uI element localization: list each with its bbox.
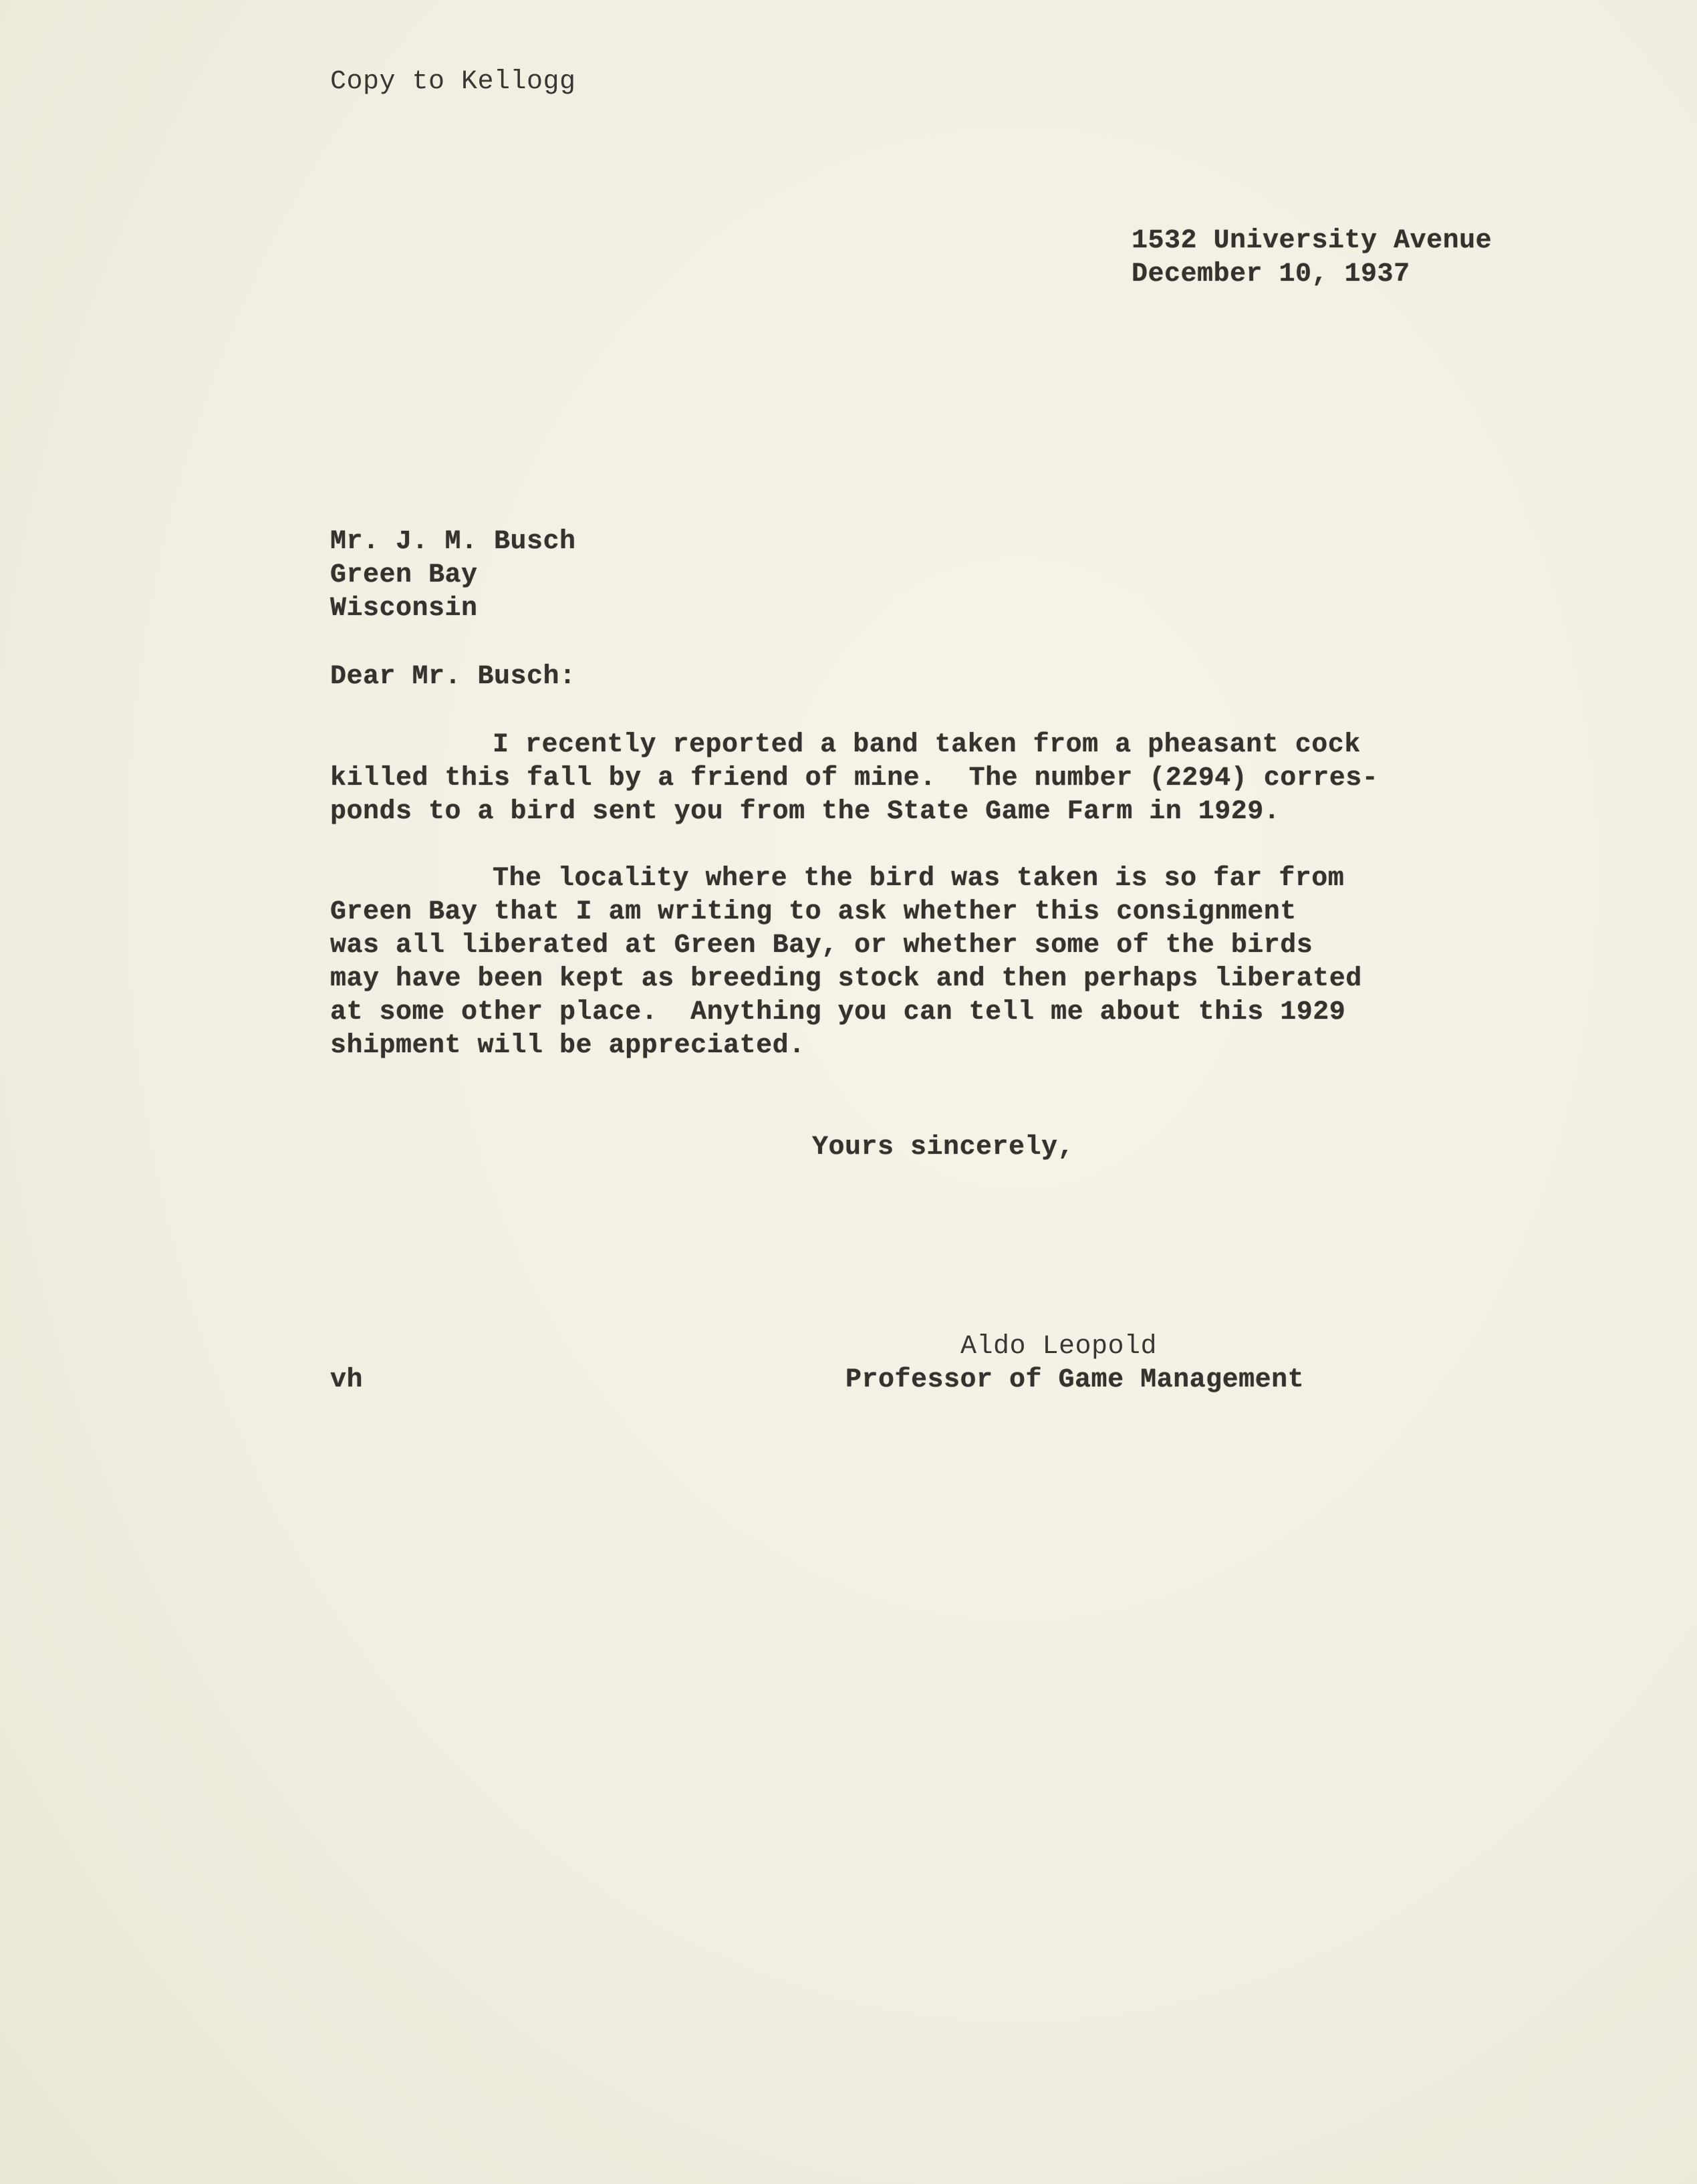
paragraph1-line1: I recently reported a band taken from a pheasant cock <box>493 730 1361 760</box>
paragraph1-line3: ponds to a bird sent you from the State Game Farm in 1929. <box>330 797 1281 827</box>
typist-initials: vh <box>330 1365 364 1395</box>
copy-note: Copy to Kellogg <box>330 67 576 97</box>
recipient-city: Green Bay <box>330 560 478 590</box>
paragraph2-line3: was all liberated at Green Bay, or whether some of the birds <box>330 931 1313 961</box>
signature-name: Aldo Leopold <box>960 1332 1158 1362</box>
letter-date: December 10, 1937 <box>1132 259 1410 289</box>
recipient-state: Wisconsin <box>330 594 478 624</box>
sender-street: 1532 University Avenue <box>1132 226 1492 256</box>
paragraph2-line6: shipment will be appreciated. <box>330 1031 805 1061</box>
recipient-name: Mr. J. M. Busch <box>330 527 576 557</box>
paragraph2-line5: at some other place. Anything you can tell me about this 1929 <box>330 997 1346 1027</box>
closing: Yours sincerely, <box>812 1132 1075 1163</box>
salutation: Dear Mr. Busch: <box>330 662 576 692</box>
signature-title: Professor of Game Management <box>845 1365 1305 1395</box>
paragraph2-line1: The locality where the bird was taken is so far from <box>493 864 1345 894</box>
paragraph2-line2: Green Bay that I am writing to ask whether this consignment <box>330 897 1297 927</box>
paragraph1-line2: killed this fall by a friend of mine. The number (2294) corres- <box>330 763 1379 794</box>
paragraph2-line4: may have been kept as breeding stock and then perhaps liberated <box>330 964 1362 994</box>
